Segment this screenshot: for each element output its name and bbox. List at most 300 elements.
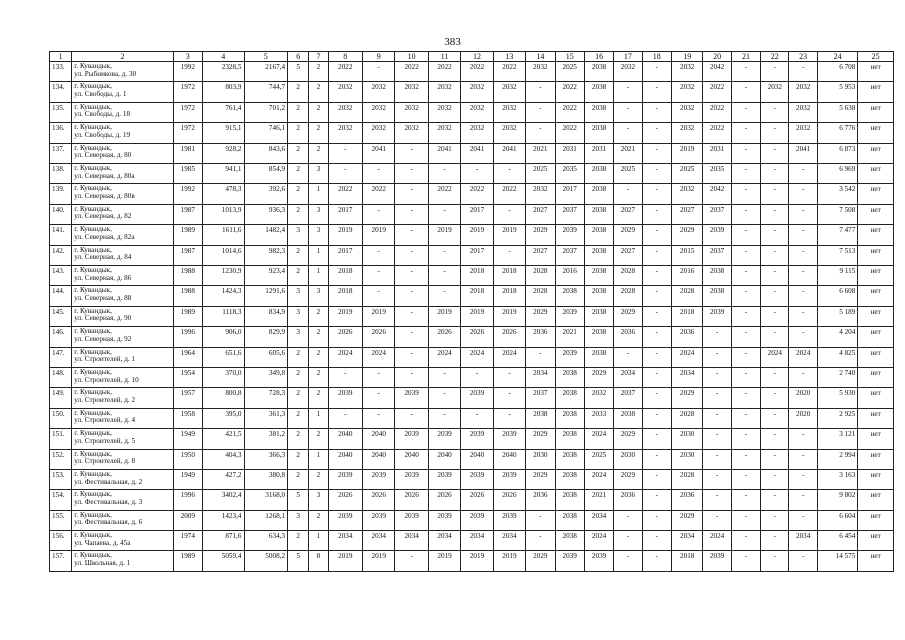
data-cell: 2038 [555, 490, 584, 510]
data-cell: 421,5 [202, 429, 244, 449]
data-cell: 2022 [555, 123, 584, 143]
data-cell: 1 [309, 184, 328, 204]
data-cell: 2019 [493, 551, 525, 572]
data-cell: 2022 [328, 62, 362, 82]
data-cell: 2018 [328, 266, 362, 286]
data-cell: - [761, 429, 789, 449]
table-row [50, 510, 894, 530]
data-cell: - [761, 510, 789, 530]
data-cell: 2040 [328, 449, 362, 469]
column-number-cell: 20 [703, 52, 731, 62]
address-cell [72, 82, 173, 102]
data-cell: - [731, 306, 760, 326]
address-cell [72, 164, 173, 184]
data-cell: 1974 [173, 531, 202, 551]
data-cell: - [642, 82, 671, 102]
column-number-cell: 25 [858, 52, 894, 62]
data-cell: - [461, 164, 493, 184]
data-cell: - [328, 408, 362, 428]
data-cell: 761,4 [202, 102, 244, 122]
address-cell [72, 62, 173, 82]
data-cell: 2026 [461, 327, 493, 347]
data-cell: 906,0 [202, 327, 244, 347]
data-cell: 2038 [614, 408, 642, 428]
data-cell: - [395, 143, 428, 163]
data-cell: - [642, 388, 671, 408]
data-cell: - [703, 469, 731, 489]
address-street: ул. Северная, д. 80а [74, 171, 135, 180]
address-cell [72, 469, 173, 489]
data-cell: 2024 [703, 531, 731, 551]
data-cell: 1988 [173, 286, 202, 306]
data-cell: 2025 [671, 164, 702, 184]
column-number-cell: 11 [428, 52, 460, 62]
data-cell: 5 189 [817, 306, 858, 326]
data-cell: 2039 [703, 551, 731, 572]
address-street: ул. Строителей, д. 4 [74, 416, 136, 425]
data-cell: 2034 [493, 531, 525, 551]
data-cell: 2037 [614, 388, 642, 408]
data-cell: - [395, 367, 428, 387]
data-cell: 2040 [395, 449, 428, 469]
data-cell: 2029 [526, 469, 555, 489]
row-number-cell: 140. [50, 204, 72, 224]
data-cell: 2039 [555, 347, 584, 367]
data-cell: нет [858, 510, 894, 530]
row-number-cell: 150. [50, 408, 72, 428]
table-row [50, 164, 894, 184]
column-number-cell: 9 [363, 52, 395, 62]
column-number-cell: 8 [328, 52, 362, 62]
data-cell: 2038 [584, 245, 613, 265]
data-cell: - [395, 184, 428, 204]
row-number-cell: 155. [50, 510, 72, 530]
data-cell: 2037 [526, 388, 555, 408]
data-cell: - [328, 164, 362, 184]
data-cell: 2038 [584, 102, 613, 122]
data-cell: 1985 [173, 164, 202, 184]
data-cell: - [703, 327, 731, 347]
column-number-row [50, 52, 894, 62]
data-cell: 2019 [671, 143, 702, 163]
data-cell: 2039 [395, 469, 428, 489]
data-cell: - [493, 245, 525, 265]
data-cell: 1 [309, 408, 328, 428]
address-street: ул. Свободы, д. 18 [74, 110, 131, 119]
data-cell: - [642, 62, 671, 82]
data-cell: 829,9 [244, 327, 288, 347]
data-cell: 2038 [584, 82, 613, 102]
data-cell: 2026 [461, 490, 493, 510]
data-cell: - [761, 143, 789, 163]
address-city: г. Кувандык, [74, 123, 112, 132]
data-cell: 2019 [428, 551, 460, 572]
row-number-cell: 146. [50, 327, 72, 347]
data-cell: 2017 [328, 204, 362, 224]
address-cell [72, 510, 173, 530]
data-cell: 2032 [493, 102, 525, 122]
column-number-cell: 19 [671, 52, 702, 62]
data-cell: 2032 [363, 102, 395, 122]
data-cell: - [789, 449, 817, 469]
data-cell: - [789, 490, 817, 510]
data-cell: 2021 [555, 327, 584, 347]
data-cell: 2024 [671, 347, 702, 367]
data-cell: - [761, 225, 789, 245]
column-number-cell: 22 [761, 52, 789, 62]
data-cell: 1972 [173, 102, 202, 122]
data-cell: 928,2 [202, 143, 244, 163]
data-cell: 834,9 [244, 306, 288, 326]
data-cell: - [395, 347, 428, 367]
data-cell: нет [858, 531, 894, 551]
table-row [50, 327, 894, 347]
data-cell: - [761, 449, 789, 469]
data-cell: нет [858, 184, 894, 204]
table-row [50, 388, 894, 408]
data-cell: 2034 [671, 367, 702, 387]
data-cell: 2038 [584, 266, 613, 286]
data-cell: 1992 [173, 62, 202, 82]
data-cell: 2 [288, 184, 309, 204]
data-cell: 2038 [555, 286, 584, 306]
data-cell: 2 [288, 429, 309, 449]
data-cell: 2 [288, 123, 309, 143]
data-cell: 2 [288, 347, 309, 367]
data-cell: - [731, 102, 760, 122]
data-cell: 2016 [671, 266, 702, 286]
data-cell: - [428, 408, 460, 428]
data-cell: 2039 [428, 469, 460, 489]
data-cell: 2032 [363, 82, 395, 102]
data-cell: - [642, 225, 671, 245]
data-cell: - [731, 388, 760, 408]
table-body [50, 52, 894, 572]
data-cell: 1954 [173, 367, 202, 387]
data-cell: 2041 [789, 143, 817, 163]
address-city: г. Кувандык, [74, 347, 112, 356]
data-cell: - [731, 449, 760, 469]
data-cell: 2 [309, 327, 328, 347]
data-cell: 1 [309, 245, 328, 265]
data-cell: 1268,1 [244, 510, 288, 530]
data-cell: 1118,3 [202, 306, 244, 326]
address-street: ул. Свободы, д. 1 [74, 90, 127, 99]
data-cell: 2019 [493, 225, 525, 245]
table-row [50, 62, 894, 82]
address-street: ул. Фестивальная, д. 6 [74, 518, 143, 527]
data-cell: - [642, 469, 671, 489]
data-cell: - [526, 531, 555, 551]
data-cell: - [493, 164, 525, 184]
data-cell: 2009 [173, 510, 202, 530]
data-cell: 2022 [555, 102, 584, 122]
column-number-cell: 4 [202, 52, 244, 62]
address-city: г. Кувандык, [74, 306, 112, 315]
column-number-cell: 10 [395, 52, 428, 62]
data-cell: 2 [309, 469, 328, 489]
data-cell: 1964 [173, 347, 202, 367]
data-cell: 2015 [671, 245, 702, 265]
data-cell: 2038 [584, 164, 613, 184]
data-cell: 2032 [328, 123, 362, 143]
data-cell: 5059,4 [202, 551, 244, 572]
data-cell: 3 163 [817, 469, 858, 489]
data-cell: 2036 [526, 327, 555, 347]
data-cell: 2029 [671, 225, 702, 245]
data-cell: - [363, 367, 395, 387]
address-city: г. Кувандык, [74, 62, 112, 71]
row-number-cell: 147. [50, 347, 72, 367]
data-cell: 3 [309, 490, 328, 510]
address-street: ул. Строителей, д. 10 [74, 375, 139, 384]
data-cell: 1989 [173, 225, 202, 245]
data-cell: - [761, 204, 789, 224]
data-cell: 1 [309, 266, 328, 286]
data-cell: 2020 [789, 388, 817, 408]
data-cell: 3 121 [817, 429, 858, 449]
data-cell: 2032 [614, 62, 642, 82]
data-cell: 2022 [493, 62, 525, 82]
data-cell: 2 994 [817, 449, 858, 469]
data-cell: 2028 [671, 286, 702, 306]
data-cell: 2019 [428, 225, 460, 245]
address-city: г. Кувандык, [74, 408, 112, 417]
data-cell: 2026 [493, 327, 525, 347]
data-cell: 2041 [461, 143, 493, 163]
data-cell: 2031 [555, 143, 584, 163]
data-cell: 4 204 [817, 327, 858, 347]
data-cell: - [761, 266, 789, 286]
address-cell [72, 408, 173, 428]
data-cell: - [761, 367, 789, 387]
data-cell: - [395, 266, 428, 286]
data-cell: 2034 [363, 531, 395, 551]
data-cell: 395,0 [202, 408, 244, 428]
data-cell: 3 [288, 327, 309, 347]
data-cell: 2029 [526, 551, 555, 572]
data-cell: 2032 [328, 102, 362, 122]
address-city: г. Кувандык, [74, 327, 112, 336]
data-cell: 1987 [173, 204, 202, 224]
data-cell: 2024 [584, 429, 613, 449]
data-cell: - [761, 490, 789, 510]
data-cell: 2038 [555, 429, 584, 449]
data-cell: 1014,6 [202, 245, 244, 265]
data-cell: - [642, 123, 671, 143]
data-cell: 2018 [493, 286, 525, 306]
data-cell: 2167,4 [244, 62, 288, 82]
data-cell: 2029 [671, 388, 702, 408]
column-number-cell: 14 [526, 52, 555, 62]
data-cell: 2 [309, 123, 328, 143]
data-cell: 2 [309, 367, 328, 387]
data-cell: 2039 [461, 429, 493, 449]
data-cell: 2034 [328, 531, 362, 551]
data-cell: 2038 [555, 367, 584, 387]
data-cell: - [789, 469, 817, 489]
data-cell: 2019 [328, 551, 362, 572]
address-street: ул. Северная, д. 80в [74, 192, 135, 201]
data-cell: - [731, 245, 760, 265]
row-number-cell: 141. [50, 225, 72, 245]
table-row [50, 82, 894, 102]
data-cell: 2039 [363, 469, 395, 489]
data-cell: 3168,0 [244, 490, 288, 510]
data-cell: - [614, 82, 642, 102]
data-cell: - [395, 204, 428, 224]
data-cell: 2032 [363, 123, 395, 143]
data-cell: 2019 [328, 306, 362, 326]
column-number-cell: 12 [461, 52, 493, 62]
data-cell: 2030 [526, 449, 555, 469]
data-cell: нет [858, 225, 894, 245]
data-cell: - [789, 510, 817, 530]
data-cell: 701,2 [244, 102, 288, 122]
data-cell: нет [858, 388, 894, 408]
address-city: г. Кувандык, [74, 184, 112, 193]
data-cell: нет [858, 429, 894, 449]
data-cell: - [642, 510, 671, 530]
data-cell: 2025 [555, 62, 584, 82]
table-row [50, 204, 894, 224]
data-cell: 2042 [703, 184, 731, 204]
data-cell: 2028 [614, 286, 642, 306]
data-cell: 2017 [461, 204, 493, 224]
data-cell: нет [858, 367, 894, 387]
data-cell: - [526, 102, 555, 122]
data-cell: 2 [309, 62, 328, 82]
data-cell: 2036 [614, 490, 642, 510]
data-cell: - [731, 286, 760, 306]
data-cell: - [642, 102, 671, 122]
data-cell: 2 [309, 102, 328, 122]
row-number-cell: 143. [50, 266, 72, 286]
data-cell: 2019 [363, 551, 395, 572]
address-cell [72, 327, 173, 347]
data-cell: 2038 [584, 62, 613, 82]
data-cell: 5 638 [817, 102, 858, 122]
data-cell: 2031 [703, 143, 731, 163]
data-cell: 2040 [428, 449, 460, 469]
data-cell: - [395, 245, 428, 265]
data-cell: 2038 [555, 408, 584, 428]
data-cell: 2 [309, 306, 328, 326]
row-number-cell: 144. [50, 286, 72, 306]
table-row [50, 490, 894, 510]
data-cell: - [761, 164, 789, 184]
address-street: ул. Строителей, д. 1 [74, 355, 136, 364]
data-cell: нет [858, 327, 894, 347]
column-number-cell: 1 [50, 52, 72, 62]
data-cell: 2028 [671, 469, 702, 489]
data-cell: 2036 [671, 490, 702, 510]
data-cell: 6 708 [817, 62, 858, 82]
data-cell: 2034 [461, 531, 493, 551]
data-cell: 2021 [526, 143, 555, 163]
data-cell: 2039 [461, 388, 493, 408]
address-cell [72, 143, 173, 163]
data-cell: - [363, 286, 395, 306]
address-street: ул. Северная, д. 80 [74, 151, 132, 160]
data-cell: - [731, 469, 760, 489]
data-cell: - [614, 123, 642, 143]
address-cell [72, 551, 173, 572]
address-cell [72, 347, 173, 367]
data-cell: 1291,6 [244, 286, 288, 306]
data-cell: 6 604 [817, 510, 858, 530]
table-row [50, 408, 894, 428]
data-cell: 427,2 [202, 469, 244, 489]
address-street: ул. Северная, д. 88 [74, 293, 132, 302]
data-cell: 2039 [395, 388, 428, 408]
address-cell [72, 388, 173, 408]
data-cell: 2038 [584, 184, 613, 204]
table-row [50, 184, 894, 204]
data-cell: 2038 [584, 123, 613, 143]
data-cell: 746,1 [244, 123, 288, 143]
data-cell: 6 608 [817, 286, 858, 306]
data-cell: 3 [288, 286, 309, 306]
data-cell: - [761, 245, 789, 265]
data-cell: - [761, 62, 789, 82]
column-number-cell: 13 [493, 52, 525, 62]
row-number-cell: 138. [50, 164, 72, 184]
data-cell: - [789, 266, 817, 286]
data-cell: 2039 [584, 551, 613, 572]
data-cell: - [642, 367, 671, 387]
data-cell: 634,3 [244, 531, 288, 551]
data-cell: - [428, 367, 460, 387]
data-cell: 2038 [584, 347, 613, 367]
table-row [50, 429, 894, 449]
data-cell: - [761, 388, 789, 408]
data-cell: - [363, 266, 395, 286]
data-cell: 605,6 [244, 347, 288, 367]
data-cell: 2032 [493, 123, 525, 143]
data-cell: - [526, 347, 555, 367]
data-cell: 392,6 [244, 184, 288, 204]
data-cell: - [761, 286, 789, 306]
data-cell: 2030 [671, 429, 702, 449]
data-cell: 2036 [671, 327, 702, 347]
address-city: г. Кувандык, [74, 490, 112, 499]
address-city: г. Кувандык, [74, 164, 112, 173]
data-cell: 2027 [526, 204, 555, 224]
data-cell: 2025 [614, 164, 642, 184]
data-cell: 2029 [671, 510, 702, 530]
row-number-cell: 149. [50, 388, 72, 408]
data-cell: - [731, 551, 760, 572]
data-cell: 1611,6 [202, 225, 244, 245]
data-cell: - [428, 388, 460, 408]
column-number-cell: 15 [555, 52, 584, 62]
data-cell: 1989 [173, 306, 202, 326]
data-cell: - [395, 286, 428, 306]
data-cell: 1950 [173, 449, 202, 469]
data-cell: - [703, 449, 731, 469]
table-row [50, 245, 894, 265]
data-cell: - [731, 225, 760, 245]
table-row [50, 347, 894, 367]
column-number-cell: 23 [789, 52, 817, 62]
data-cell: 2019 [363, 306, 395, 326]
data-cell: - [761, 184, 789, 204]
data-cell: - [731, 347, 760, 367]
data-cell: - [731, 408, 760, 428]
data-cell: 2 [288, 388, 309, 408]
housing-register-table [49, 51, 894, 572]
